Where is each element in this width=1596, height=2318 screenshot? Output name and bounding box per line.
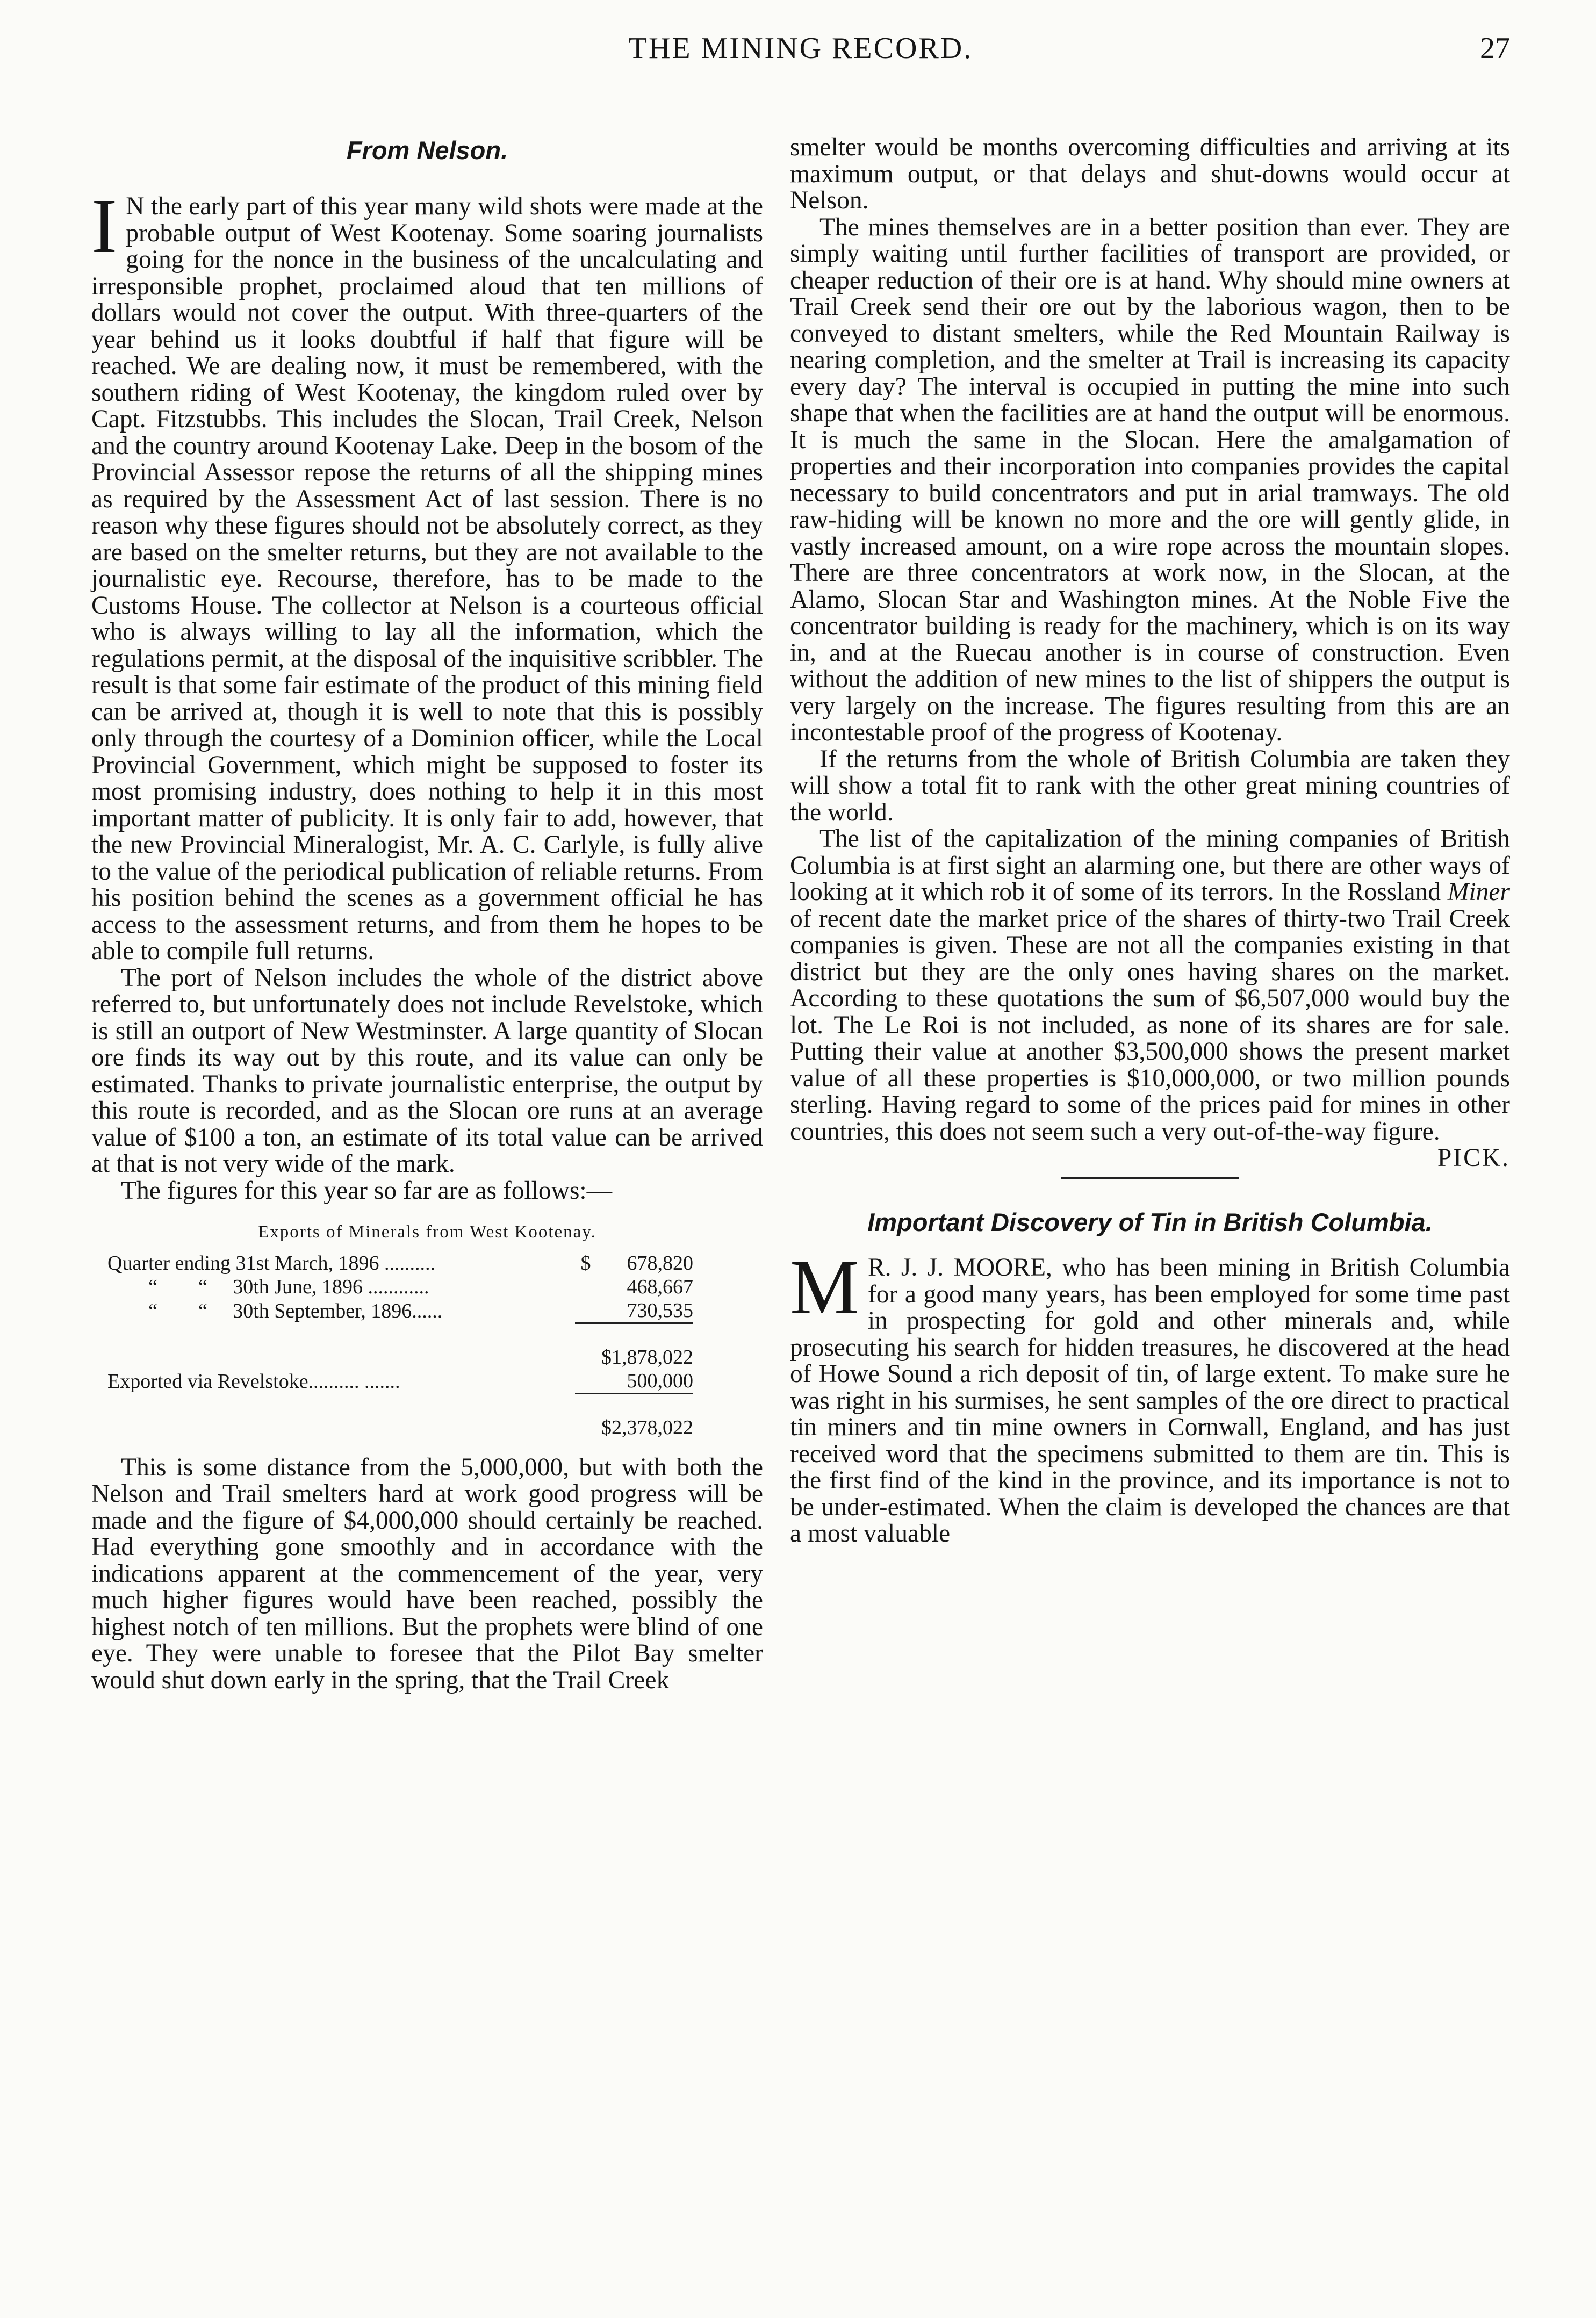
article-heading-tin-discovery: Important Discovery of Tin in British Columbia. [867, 1208, 1433, 1236]
article-paragraph [91, 183, 763, 965]
newspaper-title: Miner [1447, 878, 1510, 906]
drop-cap: I [91, 183, 118, 269]
right-column [790, 134, 1510, 1547]
article-paragraph: The mines themselves are in a better position than ever. They are simply waiting until further facilities of transport are provided, or cheaper reduction of their ore is at hand. Why should mine owners at Trail Creek send their ore out by the laborious wagon, then to be conveyed to distant smelters, while the Red Mountain Railway is nearing completion, and the smelter at Trail is increasing its capacity every day? The interval is occupied in putting the mine into such shape that when the facilities are at hand the output will be enormous. It is much the same in the Slocan. Here the amalgamation of properties and their incorporation into companies provides the capital necessary to build concentrators and put in arial tramways. The old raw-hiding will be known no more and the ore will gently glide, in vastly increased amount, on a wire rope across the mountain slopes. There are three concentrators at work now, in the Slocan, at the Alamo, Slocan Star and Washington mines. At the Noble Five the concentrator building is ready for the machinery, which is on its way in, and at the Ruecau another is in course of construction. Even without the addition of new mines to the list of shippers the output is very largely on the increase. The figures resulting from this are an incontestable proof of the progress of Kootenay. [790, 213, 1510, 746]
table-row [107, 1251, 693, 1275]
article-paragraph: The figures for this year so far are as follows:— [121, 1176, 613, 1205]
row-currency [575, 1299, 596, 1323]
paragraph-text: The list of the capitalization of the mining companies of British Columbia is at first sight an alarming one, but there are other ways of looking at it which rob it of some of its terrors. In the Rossland [790, 825, 1510, 906]
row-label: Exported via Revelstoke.......... ....... [107, 1370, 400, 1393]
subtotal-row [107, 1340, 693, 1369]
table-row [107, 1275, 693, 1299]
table-caption: Exports of Minerals from West Kootenay. [258, 1222, 596, 1242]
page-header [91, 31, 1510, 74]
exports-table [107, 1251, 693, 1439]
article-paragraph: smelter would be months overcoming difficulties and arriving at its maximum output, or that delays and shut-downs would occur at Nelson. [790, 133, 1510, 214]
paragraph-text: of recent date the market price of the shares of thirty-two Trail Creek companies is given. These are not all the companies existing in that district but they are the only ones having shares on the market. According to these quotations the sum of $6,507,000 would buy the lot. The Le Roi is not included, as none of its shares are for sale. Putting their value at another $3,500,000 shows the present market value of all these properties is $10,000,000, or two million pounds sterling. Having regard to some of the prices paid for mines in other countries, this does not seem such a very out-of-the-way figure. [790, 904, 1510, 1146]
article-paragraph: If the returns from the whole of British Columbia are taken they will show a total fit to rank with the other great mining countries of the world. [790, 745, 1510, 826]
row-amount: 678,820 [627, 1251, 693, 1275]
row-amount: 468,667 [627, 1275, 693, 1298]
article-paragraph [790, 1244, 1510, 1547]
running-title: THE MINING RECORD. [628, 32, 973, 65]
article-paragraph: The port of Nelson includes the whole of the district above referred to, but unfortunately does not include Revelstoke, which is still an outport of New Westminster. A large quantity of Slocan ore finds its way out by this route, and its value can only be estimated. Thanks to private journalistic enterprise, the output by this route is recorded, and as the Slocan ore runs at an average value of $100 a ton, an estimate of its total value can be arrived at that is not very wide of the mark. [91, 963, 763, 1178]
row-amount: 730,535 [596, 1299, 693, 1323]
row-currency: $ [580, 1251, 591, 1275]
article-paragraph [790, 825, 1510, 1172]
section-divider [1061, 1177, 1239, 1179]
table-row [107, 1369, 693, 1394]
article-heading-from-nelson: From Nelson. [346, 136, 508, 164]
row-amount: 500,000 [596, 1369, 693, 1394]
row-label: “ “ 30th September, 1896...... [107, 1300, 443, 1322]
paragraph-text: R. J. J. MOORE, who has been mining in British Columbia for a good many years, has been employed for some time past in prospecting for gold and other minerals and, while prosecuting his search for hidden treasures, he discovered at the head of Howe Sound a rich deposit of tin, of large extent. To make sure he was right in his surmises, he sent samples of the ore direct to practical tin miners and tin mine owners in Cornwall, England, and has just received word that the specimens submitted to them are tin. This is the first find of the kind in the province, and its importance is not to be under-estimated. When the claim is developed the chances are that a most valuable [790, 1254, 1510, 1547]
signature: PICK. [1437, 1144, 1510, 1172]
row-label: Quarter ending 31st March, 1896 .......... [107, 1251, 435, 1275]
row-currency [575, 1275, 596, 1299]
row-label: “ “ 30th June, 1896 ............ [107, 1275, 429, 1298]
paragraph-text: N the early part of this year many wild shots were made at the probable output of West Kootenay. Some soaring journalists going for the nonce in the business of the uncalculating and irresponsible prophet, proclaimed aloud that ten millions of dollars would not cover the output. With three-quarters of the year behind us it looks doubtful if half that figure will be reached. We are dealing now, it must be remembered, with the southern riding of West Kootenay, the kingdom ruled over by Capt. Fitzstubbs. This includes the Slocan, Trail Creek, Nelson and the country around Kootenay Lake. Deep in the bosom of the Provincial Assessor repose the returns of all the shipping mines as required by the Assessment Act of last session. There is no reason why these figures should not be absolutely correct, as they are based on the smelter returns, but they are not available to the journalistic eye. Recourse, therefore, has to be made to the Customs House. The collector at Nelson is a courteous official who is always willing to lay all the information, which the regulations permit, at the disposal of the inquisitive scribbler. The result is that some fair estimate of the product of this mining field can be arrived at, though it is well to note that this is possibly only through the courtesy of a Dominion officer, while the Local Provincial Government, which might be supposed to foster its most promising industry, does nothing to help it in this most important matter of publicity. It is only fair to add, however, that the new Provincial Mineralogist, Mr. A. C. Carlyle, is fully alive to the value of the periodical publication of reliable returns. From his position behind the scenes as a government official he has access to the assessment returns, and from them he hopes to be able to compile full returns. [91, 192, 763, 965]
subtotal-amount: $1,878,022 [601, 1345, 693, 1369]
table-row [107, 1299, 693, 1323]
drop-cap: M [790, 1244, 859, 1330]
total-row [107, 1410, 693, 1439]
total-amount: $2,378,022 [601, 1416, 693, 1439]
article-paragraph: This is some distance from the 5,000,000, but with both the Nelson and Trail smelters hard at work good progress will be made and the figure of $4,000,000 should certainly be reached. Had everything gone smoothly and in accordance with the indications apparent at the commencement of the year, very much higher figures would have been reached, possibly the highest notch of ten millions. But the prophets were blind of one eye. They were unable to foresee that the Pilot Bay smelter would shut down early in the spring, that the Trail Creek [91, 1453, 763, 1694]
left-column [91, 134, 763, 1694]
page-number: 27 [1480, 32, 1510, 65]
